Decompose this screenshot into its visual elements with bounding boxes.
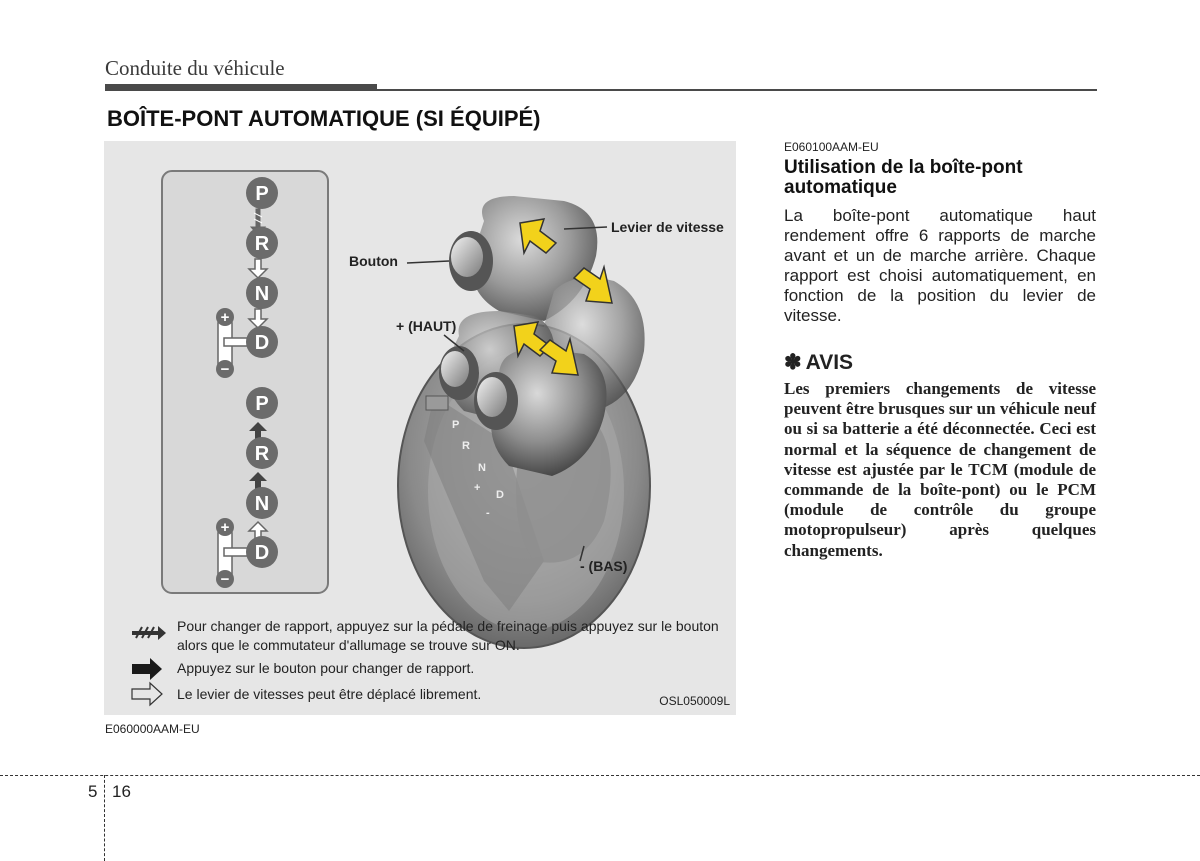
- reference-code-left: E060000AAM-EU: [105, 722, 200, 736]
- gate-letter: +: [474, 482, 481, 494]
- right-column: [784, 140, 1096, 561]
- header-rule-thin: [377, 89, 1097, 91]
- header-rule-thick: [105, 84, 377, 91]
- page-number: 16: [112, 782, 131, 801]
- badge-letter: N: [254, 493, 270, 515]
- hatched-arrow-icon: [132, 626, 166, 640]
- gate-letter: -: [486, 507, 490, 519]
- badge-letter: D: [254, 332, 270, 354]
- callout-down: - (BAS): [580, 558, 628, 574]
- badge-letter: P: [255, 393, 269, 415]
- badge-letter: R: [254, 443, 270, 465]
- gate-letter: P: [452, 419, 460, 431]
- section-title: Conduite du véhicule: [105, 56, 285, 80]
- main-heading: BOÎTE-PONT AUTOMATIQUE (SI ÉQUIPÉ): [107, 106, 541, 131]
- outline-arrow-icon: [132, 683, 162, 705]
- legend-text-1: Pour changer de rapport, appuyez sur la pédale de freinage puis appuyez sur le bouton alors que le commutateur d'allumage se trouve sur ON.: [177, 618, 719, 653]
- plus-sign: +: [220, 309, 230, 326]
- gear-shift-figure: [104, 141, 736, 715]
- shift-pattern-panel: [162, 171, 328, 593]
- callout-lever: Levier de vitesse: [611, 219, 724, 235]
- badge-letter: P: [255, 183, 269, 205]
- figure-code: OSL050009L: [659, 694, 730, 708]
- footer-vertical-divider: [104, 775, 105, 861]
- badge-letter: D: [254, 542, 270, 564]
- callout-up: + (HAUT): [396, 318, 457, 334]
- reference-code-right: E060100AAM-EU: [784, 140, 879, 154]
- badge-letter: R: [254, 233, 270, 255]
- gate-letter: N: [478, 462, 486, 474]
- footer-divider: [0, 775, 1200, 776]
- body-paragraph: La boîte-pont automatique haut rendement offre 6 rapports de marche avant et un de marche arrière. Chaque rapport est choisi automatiquement, en fonction de la position du levier de vitesse.: [784, 206, 1096, 325]
- notice-heading: [784, 350, 1096, 375]
- subsection-heading: Utilisation de la boîte-pont automatique: [784, 157, 1023, 198]
- minus-sign: −: [220, 361, 230, 378]
- solid-arrow-icon: [132, 658, 162, 680]
- badge-letter: N: [254, 283, 270, 305]
- minus-sign: −: [220, 571, 230, 588]
- gate-letter: R: [462, 440, 470, 452]
- legend-text-3: Le levier de vitesses peut être déplacé librement.: [177, 686, 482, 702]
- plus-sign: +: [220, 519, 230, 536]
- shifter-illustration: [398, 196, 650, 648]
- notice-heading-label: AVIS: [805, 351, 854, 374]
- legend-text-2: Appuyez sur le bouton pour changer de rapport.: [177, 660, 475, 676]
- notice-text: Les premiers changements de vitesse peuvent être brusques sur un véhicule neuf ou si sa batterie a été déconnectée. Ceci est normal et la séquence de changement de vitesse est ajustée par le TCM (module de commande de la boîte-pont) ou le PCM (module de contrôle du groupe motopropulseur) après quelques changements.: [784, 379, 1096, 560]
- chapter-number: 5: [88, 782, 98, 801]
- asterisk-icon: ✽: [784, 351, 802, 374]
- gate-letter: D: [496, 489, 504, 501]
- callout-button: Bouton: [349, 253, 398, 269]
